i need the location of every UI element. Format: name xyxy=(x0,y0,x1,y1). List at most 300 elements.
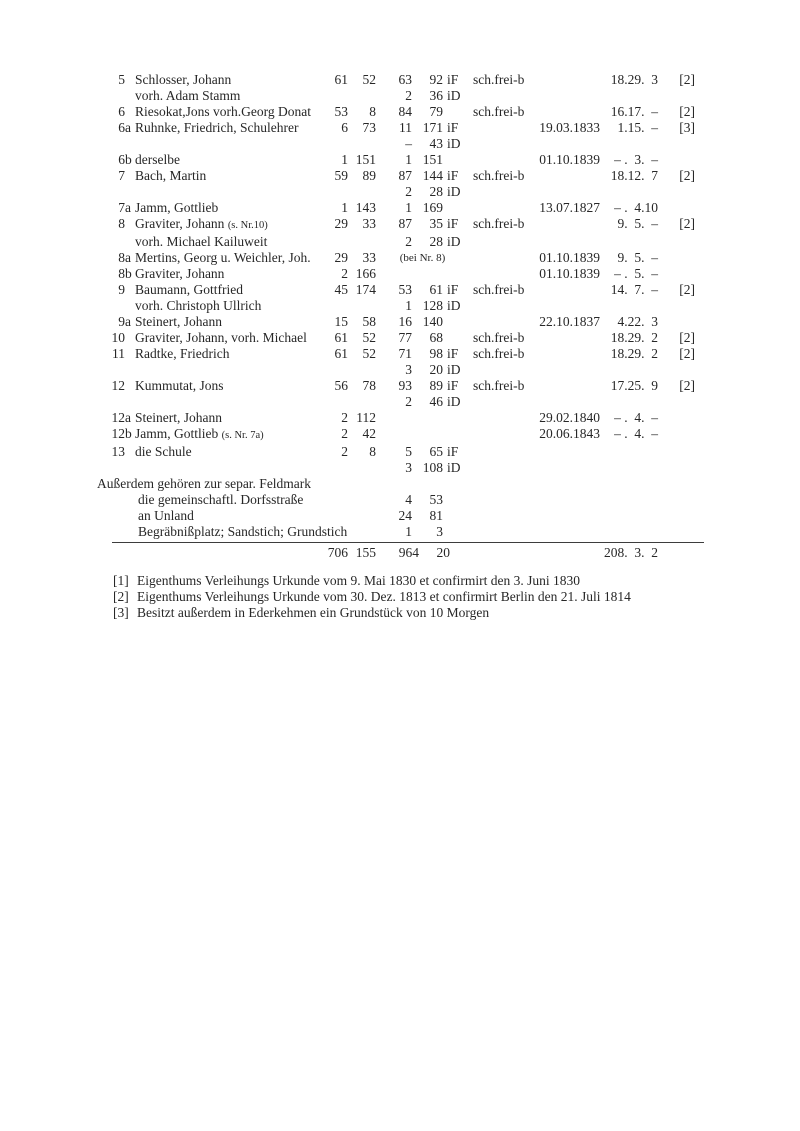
sch-frei-note xyxy=(469,524,527,540)
footnote-ref: [2] xyxy=(679,346,695,361)
unit-suffix xyxy=(443,314,469,330)
footnote-ref: [2] xyxy=(679,330,695,345)
value-col2: 52 xyxy=(362,330,376,345)
amount-value: 9. 5. – xyxy=(617,216,658,231)
date-value xyxy=(527,330,600,346)
date-value xyxy=(527,492,600,508)
owner-name-secondary: vorh. Michael Kailuweit xyxy=(135,234,268,249)
date-value xyxy=(527,460,600,476)
footnote-text: Besitzt außerdem in Ederkehmen ein Grundstück von 10 Morgen xyxy=(137,605,490,620)
value-col1: 2 xyxy=(341,444,348,459)
amount-value: 16.17. – xyxy=(610,104,658,119)
value-col1 xyxy=(311,362,348,378)
date-value: 19.03.1833 xyxy=(539,120,600,135)
owner-name-text: Steinert, Johann xyxy=(135,410,222,425)
value-col4: 79 xyxy=(429,104,443,119)
value-col2: 8 xyxy=(369,444,376,459)
feldmark-item-row xyxy=(110,492,750,508)
unit-suffix xyxy=(443,410,469,426)
owner-name-text: Bach, Martin xyxy=(135,168,207,183)
row-number: 10 xyxy=(111,330,125,345)
amount-value: 18.29. 2 xyxy=(610,330,658,345)
value-col1: 1 xyxy=(341,152,348,167)
owner-name xyxy=(135,120,311,136)
cross-reference-note: (s. Nr.10) xyxy=(227,220,268,231)
total-col2: 155 xyxy=(355,545,376,560)
owner-name-secondary xyxy=(135,362,311,378)
unit-suffix: iD xyxy=(447,460,461,475)
value-col4: 89 xyxy=(429,378,443,393)
owner-name-text: Riesokat,Jons vorh.Georg Donat xyxy=(135,104,311,119)
row-number-suffix xyxy=(125,394,135,410)
register-content xyxy=(97,72,750,621)
date-value: 29.02.1840 xyxy=(539,410,600,425)
footnote-marker: [1] xyxy=(113,573,129,588)
amount-value: 18.29. 2 xyxy=(610,346,658,361)
footnote-ref xyxy=(658,492,695,508)
footnote-row xyxy=(113,589,750,605)
date-value xyxy=(527,394,600,410)
feldmark-section xyxy=(97,476,750,540)
footnote-ref xyxy=(658,545,695,561)
owner-name-text: Graviter, Johann xyxy=(135,266,225,281)
value-col4: 92 xyxy=(429,72,443,87)
sch-frei-note xyxy=(469,298,527,314)
value-col4: 128 xyxy=(422,298,443,313)
owner-name xyxy=(135,444,311,460)
date-value: 20.06.1843 xyxy=(539,426,600,441)
amount-value xyxy=(600,234,658,250)
amount-value: 4.22. 3 xyxy=(617,314,658,329)
value-col3: 4 xyxy=(405,492,412,507)
row-number-suffix: a xyxy=(125,410,131,425)
unit-suffix: iD xyxy=(447,362,461,377)
owner-name-text: Ruhnke, Friedrich, Schulehrer xyxy=(135,120,299,135)
value-col1: 61 xyxy=(334,330,348,345)
value-col4: 28 xyxy=(429,234,443,249)
owner-name-text: Jamm, Gottlieb xyxy=(135,426,219,441)
value-col2: 8 xyxy=(369,104,376,119)
table-row-continuation xyxy=(110,234,750,250)
value-col4: 144 xyxy=(422,168,443,183)
table-row xyxy=(110,104,750,120)
date-value xyxy=(527,88,600,104)
sch-frei-note xyxy=(469,314,527,330)
date-value: 01.10.1839 xyxy=(539,152,600,167)
date-value xyxy=(527,545,600,561)
owner-name-text: Graviter, Johann, vorh. Michael xyxy=(135,330,307,345)
amount-value xyxy=(600,362,658,378)
sch-frei-note: sch.frei-b xyxy=(473,104,525,119)
unit-suffix: iF xyxy=(447,282,459,297)
table-row xyxy=(110,426,750,444)
value-col1 xyxy=(311,184,348,200)
value-col1 xyxy=(311,298,348,314)
sch-frei-note xyxy=(469,362,527,378)
footnote-ref xyxy=(658,250,695,266)
value-col2: 89 xyxy=(362,168,376,183)
value-col1: 45 xyxy=(334,282,348,297)
footnote-ref xyxy=(658,184,695,200)
row-number-suffix xyxy=(125,346,135,362)
row-number: 9 xyxy=(118,314,125,329)
sch-frei-note: sch.frei-b xyxy=(473,330,525,345)
owner-name xyxy=(135,104,311,120)
owner-name-text: die Schule xyxy=(135,444,192,459)
table-row-continuation xyxy=(110,298,750,314)
owner-name-text: derselbe xyxy=(135,152,180,167)
sch-frei-note xyxy=(469,120,527,136)
value-col1: 15 xyxy=(334,314,348,329)
value-col4: 151 xyxy=(422,152,443,167)
footnote-ref xyxy=(658,152,695,168)
row-number xyxy=(110,460,125,476)
owner-name xyxy=(135,378,311,394)
value-col3: 53 xyxy=(398,282,412,297)
footnote-marker: [3] xyxy=(113,605,129,620)
amount-value xyxy=(600,524,658,540)
owner-name-text: Steinert, Johann xyxy=(135,314,222,329)
owner-name-text: Baumann, Gottfried xyxy=(135,282,243,297)
row-number-suffix xyxy=(125,282,135,298)
feldmark-item-name: Begräbnißplatz; Sandstich; Grundstich xyxy=(138,524,348,539)
value-col2: 33 xyxy=(362,216,376,231)
value-col3: 2 xyxy=(405,394,412,409)
unit-suffix: iD xyxy=(447,298,461,313)
totals-row xyxy=(110,545,750,561)
owner-name xyxy=(135,545,311,561)
row-number xyxy=(110,88,125,104)
amount-value xyxy=(600,444,658,460)
table-row xyxy=(110,378,750,394)
footnote-ref xyxy=(658,200,695,216)
feldmark-item-row xyxy=(110,508,750,524)
value-col3: 87 xyxy=(398,216,412,231)
value-col1 xyxy=(311,88,348,104)
row-number: 8 xyxy=(118,216,125,231)
row-number-suffix xyxy=(125,234,135,250)
footnote-row xyxy=(113,573,750,589)
row-number-suffix: a xyxy=(125,120,131,135)
amount-value: – . 3. – xyxy=(614,152,658,167)
date-value xyxy=(527,346,600,362)
unit-suffix: iF xyxy=(447,72,459,87)
table-row xyxy=(110,120,750,136)
value-col2: 112 xyxy=(356,410,376,425)
owner-name xyxy=(135,330,311,346)
date-value xyxy=(527,136,600,152)
table-row xyxy=(110,410,750,426)
unit-suffix xyxy=(443,266,469,282)
footnote-ref xyxy=(658,394,695,410)
sch-frei-note: sch.frei-b xyxy=(473,72,525,87)
unit-suffix xyxy=(443,330,469,346)
table-row xyxy=(110,346,750,362)
owner-name xyxy=(135,250,311,266)
amount-value xyxy=(600,88,658,104)
amount-value: 9. 5. – xyxy=(617,250,658,265)
footnote-ref xyxy=(658,314,695,330)
feldmark-section-header: Außerdem gehören zur separ. Feldmark xyxy=(97,476,312,491)
value-col2: 42 xyxy=(362,426,376,441)
footnote-ref xyxy=(658,410,695,426)
footnote-ref xyxy=(658,298,695,314)
row-number xyxy=(110,184,125,200)
value-col4: 20 xyxy=(429,362,443,377)
row-number: 8 xyxy=(118,266,125,281)
owner-name xyxy=(135,200,311,216)
row-number-suffix xyxy=(125,104,135,120)
row-number-suffix xyxy=(125,362,135,378)
sch-frei-note: sch.frei-b xyxy=(473,282,525,297)
row-number: 6 xyxy=(118,120,125,135)
table-row xyxy=(110,250,750,266)
value-col2 xyxy=(348,136,376,152)
date-value xyxy=(527,184,600,200)
owner-name xyxy=(135,426,311,444)
date-value: 01.10.1839 xyxy=(539,266,600,281)
value-col4 xyxy=(412,410,443,426)
owner-name xyxy=(135,168,311,184)
row-number-suffix: a xyxy=(125,250,131,265)
table-row xyxy=(110,72,750,88)
value-col4: 53 xyxy=(429,492,443,507)
owner-name xyxy=(135,266,311,282)
amount-value xyxy=(600,298,658,314)
row-number xyxy=(110,508,125,524)
row-number-suffix: a xyxy=(125,200,131,215)
value-col4: 43 xyxy=(429,136,443,151)
owner-name-text: Schlosser, Johann xyxy=(135,72,232,87)
amount-value: 14. 7. – xyxy=(610,282,658,297)
row-number-suffix xyxy=(125,492,135,508)
row-number xyxy=(110,492,125,508)
owner-name-secondary: vorh. Christoph Ullrich xyxy=(135,298,262,313)
sch-frei-note: sch.frei-b xyxy=(473,168,525,183)
value-col2: 174 xyxy=(355,282,376,297)
footnote-ref: [2] xyxy=(679,72,695,87)
value-col4: 46 xyxy=(429,394,443,409)
footnotes-section xyxy=(110,573,750,621)
value-col4: 28 xyxy=(429,184,443,199)
value-col2: 143 xyxy=(355,200,376,215)
sch-frei-note xyxy=(469,200,527,216)
owner-name-text: Graviter, Johann xyxy=(135,216,225,231)
amount-value xyxy=(600,508,658,524)
total-col4-value: 20 xyxy=(436,545,450,560)
value-col3: 87 xyxy=(398,168,412,183)
row-number-suffix xyxy=(125,444,135,460)
value-col3: 84 xyxy=(398,104,412,119)
owner-name xyxy=(135,152,311,168)
value-col1: 29 xyxy=(334,216,348,231)
feldmark-item-name: an Unland xyxy=(138,508,194,523)
value-col3: 11 xyxy=(399,120,412,135)
amount-value: 18.12. 7 xyxy=(610,168,658,183)
date-value xyxy=(527,524,600,540)
owner-name xyxy=(135,346,311,362)
row-number xyxy=(110,524,125,540)
row-number-suffix xyxy=(125,524,135,540)
sch-frei-note xyxy=(469,136,527,152)
value-col1: 61 xyxy=(334,346,348,361)
row-number: 11 xyxy=(112,346,125,361)
value-col3: 2 xyxy=(405,184,412,199)
unit-suffix xyxy=(443,152,469,168)
amount-value xyxy=(600,184,658,200)
date-value xyxy=(527,378,600,394)
table-row xyxy=(110,152,750,168)
value-col2: 73 xyxy=(362,120,376,135)
value-col1: 59 xyxy=(334,168,348,183)
owner-name-text: Kummutat, Jons xyxy=(135,378,224,393)
amount-value: – . 5. – xyxy=(614,266,658,281)
table-row xyxy=(110,330,750,346)
footnote-ref xyxy=(658,88,695,104)
cross-reference-note: (bei Nr. 8) xyxy=(399,252,446,264)
footnote-ref xyxy=(658,426,695,444)
value-col1: 2 xyxy=(341,266,348,281)
row-number: 12 xyxy=(111,410,125,425)
unit-suffix: iD xyxy=(447,184,461,199)
value-col3 xyxy=(376,410,412,426)
footnote-ref: [2] xyxy=(679,104,695,119)
value-col3: 3 xyxy=(405,460,412,475)
row-number: 12 xyxy=(111,426,125,441)
row-number-suffix: b xyxy=(125,266,132,281)
owner-name-secondary xyxy=(135,460,311,476)
date-value xyxy=(527,234,600,250)
footnote-ref xyxy=(658,444,695,460)
amount-value: – . 4.10 xyxy=(614,200,658,215)
date-value xyxy=(527,444,600,460)
unit-suffix xyxy=(443,104,469,120)
sch-frei-note xyxy=(469,460,527,476)
value-col4: 81 xyxy=(429,508,443,523)
value-col1: 61 xyxy=(334,72,348,87)
value-col1: 1 xyxy=(341,200,348,215)
value-col2 xyxy=(348,492,376,508)
date-value xyxy=(527,362,600,378)
value-col3: 63 xyxy=(398,72,412,87)
sch-frei-note: sch.frei-b xyxy=(473,216,525,231)
row-number-suffix xyxy=(125,378,135,394)
sch-frei-note xyxy=(469,508,527,524)
value-col1 xyxy=(311,492,348,508)
table-row xyxy=(110,200,750,216)
value-col2: 52 xyxy=(362,346,376,361)
sch-frei-note xyxy=(469,250,527,266)
unit-suffix: iD xyxy=(447,88,461,103)
value-col2 xyxy=(348,234,376,250)
footnote-ref xyxy=(658,508,695,524)
row-number: 6 xyxy=(118,104,125,119)
value-col2 xyxy=(348,508,376,524)
value-col4 xyxy=(412,266,443,282)
value-col4: 61 xyxy=(429,282,443,297)
amount-value: – . 4. – xyxy=(614,410,658,425)
sch-frei-note xyxy=(469,444,527,460)
value-col3: 5 xyxy=(405,444,412,459)
date-value xyxy=(527,104,600,120)
value-col2: 166 xyxy=(355,266,376,281)
value-col2: 58 xyxy=(362,314,376,329)
date-value xyxy=(527,72,600,88)
unit-suffix: iF xyxy=(447,444,459,459)
table-row-continuation xyxy=(110,184,750,200)
sch-frei-note xyxy=(469,426,527,444)
value-col1 xyxy=(311,394,348,410)
value-col2: 78 xyxy=(362,378,376,393)
row-number-suffix xyxy=(125,168,135,184)
owner-name-secondary xyxy=(135,184,311,200)
row-number: 7 xyxy=(118,168,125,183)
footnote-ref: [2] xyxy=(679,216,695,231)
date-value xyxy=(527,168,600,184)
unit-suffix xyxy=(443,200,469,216)
unit-suffix: iF xyxy=(447,378,459,393)
value-col3: 77 xyxy=(398,330,412,345)
unit-suffix xyxy=(443,508,469,524)
total-amount: 208. 3. 2 xyxy=(604,545,658,560)
unit-suffix xyxy=(443,492,469,508)
footnote-ref: [2] xyxy=(679,378,695,393)
row-number-suffix xyxy=(125,508,135,524)
footnote-text: Eigenthums Verleihungs Urkunde vom 30. Dez. 1813 et confirmirt Berlin den 21. Juli 1814 xyxy=(137,589,631,604)
owner-name xyxy=(135,410,311,426)
sch-frei-note: sch.frei-b xyxy=(473,378,525,393)
owner-name-secondary xyxy=(135,394,311,410)
value-col3: 1 xyxy=(405,152,412,167)
owner-name xyxy=(135,216,311,234)
row-number xyxy=(110,394,125,410)
ownership-register-table xyxy=(110,72,750,476)
amount-value xyxy=(600,394,658,410)
row-number xyxy=(110,136,125,152)
unit-suffix: iF xyxy=(447,168,459,183)
value-col2 xyxy=(348,298,376,314)
total-col3 xyxy=(376,545,419,561)
date-value xyxy=(527,216,600,234)
date-value: 13.07.1827 xyxy=(539,200,600,215)
row-number xyxy=(110,298,125,314)
row-number xyxy=(110,362,125,378)
feldmark-header-row xyxy=(97,476,750,492)
row-number: 5 xyxy=(118,72,125,87)
table-row xyxy=(110,314,750,330)
value-col3: 16 xyxy=(398,314,412,329)
sch-frei-note xyxy=(469,266,527,282)
value-col1 xyxy=(311,524,348,540)
amount-value xyxy=(600,136,658,152)
date-value xyxy=(527,282,600,298)
unit-suffix: iD xyxy=(447,234,461,249)
value-col3: 93 xyxy=(398,378,412,393)
sch-frei-note xyxy=(469,88,527,104)
owner-name xyxy=(135,314,311,330)
value-col2: 52 xyxy=(362,72,376,87)
sch-frei-note xyxy=(469,184,527,200)
table-row xyxy=(110,216,750,234)
row-number-suffix xyxy=(125,545,135,561)
sch-frei-note: sch.frei-b xyxy=(473,346,525,361)
value-col3 xyxy=(376,426,412,444)
row-number-suffix: b xyxy=(125,426,132,441)
value-col1 xyxy=(311,234,348,250)
value-col3: 24 xyxy=(398,508,412,523)
value-col3: 1 xyxy=(405,200,412,215)
owner-name xyxy=(135,282,311,298)
